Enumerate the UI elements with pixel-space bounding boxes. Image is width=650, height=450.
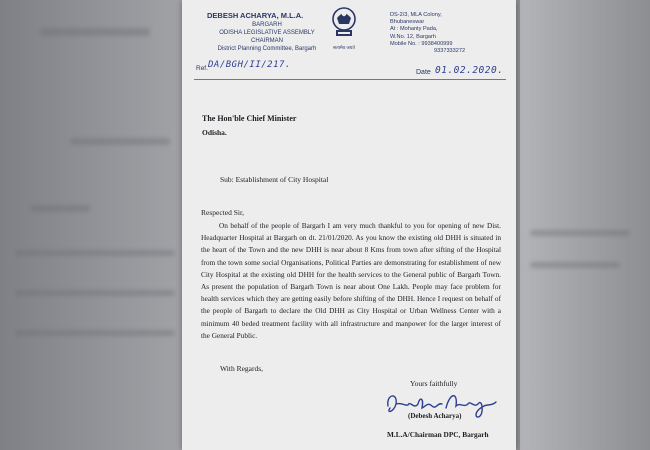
background-document-left xyxy=(0,0,190,450)
letterhead-name: DEBESH ACHARYA, M.L.A. xyxy=(207,11,304,20)
blur-line xyxy=(15,330,175,336)
signatory-title: M.L.A/Chairman DPC, Bargarh xyxy=(387,430,489,439)
address-line: W.No. 12, Bargarh xyxy=(390,33,437,40)
letterhead-line: CHAIRMAN xyxy=(250,38,283,44)
address-line: DS-2/3, MLA Colony, xyxy=(390,12,442,18)
header-divider xyxy=(194,79,506,80)
letterhead-line: BARGARH xyxy=(252,22,282,28)
recipient-place: Odisha. xyxy=(202,128,227,137)
letter-page xyxy=(182,0,516,450)
state-emblem xyxy=(326,6,362,50)
blur-line xyxy=(30,205,90,212)
address-line: Bhubaneswar xyxy=(390,19,425,26)
blur-line xyxy=(70,138,170,145)
address-line: 9337333272 xyxy=(434,48,466,55)
address-line: At : Mohanty Pada, xyxy=(390,26,438,33)
blur-line xyxy=(530,230,630,236)
date-label: Date xyxy=(416,69,431,76)
letterhead-line: ODISHA LEGISLATIVE ASSEMBLY xyxy=(219,30,315,36)
subject-line: Sub: Establishment of City Hospital xyxy=(220,175,329,184)
signatory-name: (Debesh Acharya) xyxy=(408,412,462,420)
emblem-caption: सत्यमेव जयते xyxy=(333,45,355,50)
yours-faithfully: Yours faithfully xyxy=(410,379,458,388)
background-document-right xyxy=(520,0,650,450)
letterhead-address xyxy=(390,12,490,55)
emblem-icon xyxy=(328,6,360,42)
blur-line xyxy=(15,290,175,296)
ref-number: DA/BGH/II/217. xyxy=(208,60,291,70)
blur-line xyxy=(530,262,620,268)
address-line: Mobile No. : 9938400999 xyxy=(390,40,453,47)
ref-label: Ref. xyxy=(196,65,208,72)
salutation: Respected Sir, xyxy=(201,208,245,217)
blur-line xyxy=(15,250,175,256)
letterhead-left xyxy=(207,11,327,53)
recipient-title: The Hon'ble Chief Minister xyxy=(202,114,297,123)
date-value: 01.02.2020. xyxy=(435,65,504,76)
closing: With Regards, xyxy=(220,364,264,373)
blur-line xyxy=(40,28,150,36)
letterhead-line: District Planning Committee, Bargarh xyxy=(217,46,317,52)
letter-body: On behalf of the people of Bargarh I am very much thankful to you for opening of new Dist. Headquarter Hospital at Bargarh on dt. 21/01/2020. As you know the existing old DHH is situated in the heart of the Town and the new DHH is near about 8 Kms from town after sifting of the Hospital from the town some social Organisations, Political Parties are demonstrating for establishment of new City Hospital at the existing old DHH for the health services to the General public of Bargarh Town. As present the population of Bargarh Town is near about One Lakh. People may face problem for health services which they are getting easily before shifting of the DHH. Hence I request on behalf of the people of Bargarh to declare the Old DHH as City Hospital or Urban Wellness Center with a minimum 40 beded treatment facility with all infrastructure and manpower for the larger interest of the General Public. xyxy=(201,221,501,340)
